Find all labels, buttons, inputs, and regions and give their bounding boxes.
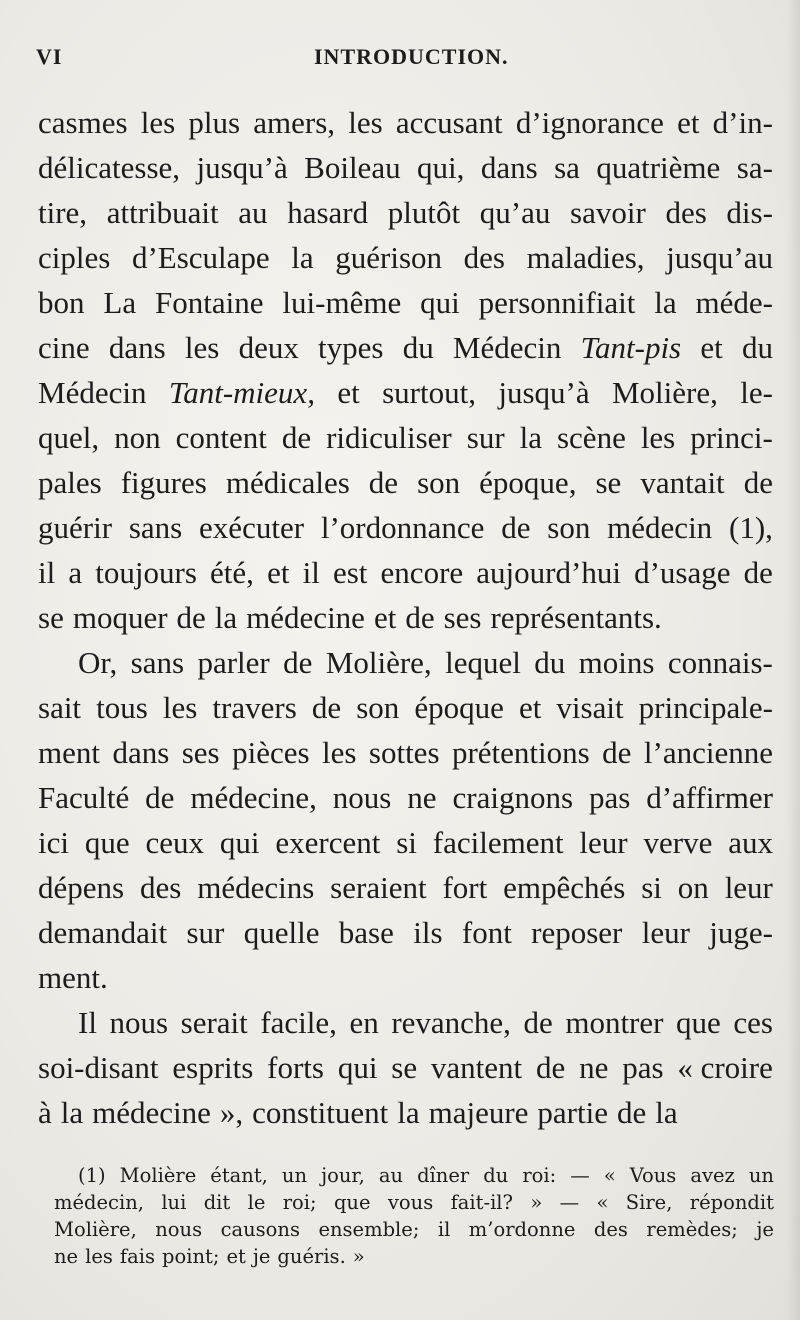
word: amers, [253, 105, 336, 140]
word: époque [414, 690, 504, 725]
word: leur [579, 825, 628, 860]
word: facilement [432, 825, 564, 860]
word: si [396, 825, 417, 860]
word: pales [38, 465, 102, 500]
text-line [38, 325, 773, 370]
word: de [501, 510, 531, 545]
word: constituent [252, 1095, 389, 1130]
word: font [461, 915, 512, 950]
word: jusqu’au [666, 240, 773, 275]
footnote-word: « [603, 1164, 616, 1187]
word: des [463, 240, 505, 275]
word: types [318, 330, 384, 365]
footnote-line [54, 1189, 774, 1216]
word: lequel [445, 645, 521, 680]
word: princi- [690, 420, 773, 455]
footnote-word: étant, [210, 1164, 268, 1187]
word: ciples [38, 240, 111, 275]
footnote-word: — [559, 1191, 580, 1214]
word: et [373, 600, 397, 635]
word: la [655, 1095, 678, 1130]
word: méde- [695, 285, 773, 320]
word: sur [466, 420, 505, 455]
text-line [38, 595, 773, 640]
word: leur [641, 915, 690, 950]
word: la [291, 240, 314, 275]
word: content [175, 420, 267, 455]
word: majeure [428, 1095, 529, 1130]
word: en [349, 1005, 379, 1040]
text-line [38, 550, 773, 595]
word: été, [210, 555, 254, 590]
word: Tant-mieux, [168, 375, 315, 410]
word: il [38, 555, 56, 590]
word: montrer [565, 1005, 664, 1040]
word: visait [556, 690, 624, 725]
text-line [38, 775, 773, 820]
text-line [38, 730, 773, 775]
word: ces [733, 1005, 773, 1040]
word: cine [38, 330, 90, 365]
text-line [38, 640, 773, 685]
footnote-word: Vous [629, 1164, 677, 1187]
text-line [38, 1045, 773, 1090]
word: et [267, 555, 290, 590]
word: quel, [38, 420, 100, 455]
word: Molière, [611, 375, 718, 410]
word: tire, [38, 195, 88, 230]
word: du [741, 330, 773, 365]
word: de [602, 735, 632, 770]
word: et [677, 105, 700, 140]
word: sait [38, 690, 82, 725]
footnote-word: remèdes; [646, 1218, 738, 1241]
word: de [523, 1005, 553, 1040]
word: figures [120, 465, 207, 500]
footnote-word: roi; [282, 1191, 317, 1214]
word: ses [443, 600, 482, 635]
footnote-word: guéris. [277, 1245, 346, 1268]
word: d’ignorance [515, 105, 664, 140]
word: de [368, 465, 399, 500]
word: sa- [736, 150, 773, 185]
word: surtout, [382, 375, 476, 410]
word: plutôt [387, 195, 461, 230]
footnote-word: m’ordonne [468, 1218, 576, 1241]
footnote-word: dit [203, 1191, 231, 1214]
word: seraient [330, 870, 427, 905]
word: Faculté [38, 780, 130, 815]
footnote-word: un [281, 1164, 308, 1187]
word: sur [186, 915, 225, 950]
word: ceux [145, 825, 205, 860]
word: « croire [677, 1050, 773, 1085]
footnote-word: vous [387, 1191, 434, 1214]
word: reposer [531, 915, 623, 950]
text-line [38, 145, 773, 190]
running-title: INTRODUCTION. [314, 44, 509, 69]
word: si [641, 870, 662, 905]
footnote-word: nous [155, 1218, 203, 1241]
word: d’affirmer [646, 780, 773, 815]
footnote-line [54, 1162, 774, 1189]
word: La [103, 285, 137, 320]
text-line [38, 1090, 773, 1135]
word: connais- [667, 645, 773, 680]
word: la [397, 1095, 420, 1130]
word: moquer [72, 600, 168, 635]
footnote-word: fais [119, 1245, 155, 1268]
word: aujourd’hui [476, 555, 621, 590]
footnote-word: le [247, 1191, 266, 1214]
footnote-word: je [756, 1218, 774, 1241]
word: personnifiait [478, 285, 636, 320]
word: qui [337, 1050, 378, 1085]
word: leur [724, 870, 773, 905]
text-line [38, 820, 773, 865]
word: de [145, 780, 175, 815]
footnote-word: Molière, [54, 1218, 137, 1241]
word: du [402, 330, 434, 365]
word: pas [588, 780, 631, 815]
word: (1), [729, 510, 773, 545]
word: pas [622, 1050, 664, 1085]
word: délicatesse, [38, 150, 181, 185]
word: son [547, 510, 591, 545]
word: pièces [232, 735, 310, 770]
text-line [38, 190, 773, 235]
word: Fontaine [155, 285, 264, 320]
word: scène [556, 420, 626, 455]
word: dis- [726, 195, 773, 230]
footnote-word: au [378, 1164, 404, 1187]
word: qui [219, 825, 260, 860]
body-text [38, 100, 773, 1135]
page-folio: VI [36, 44, 63, 69]
word: Boileau [304, 150, 401, 185]
word: est [332, 555, 368, 590]
word: médecine [246, 600, 365, 635]
word: ici [38, 825, 69, 860]
footnote-line [54, 1216, 774, 1243]
word: juge- [709, 915, 773, 950]
word: les [640, 420, 676, 455]
word: de [283, 645, 313, 680]
word: son [417, 465, 461, 500]
footnote-word: et [226, 1245, 246, 1268]
word: partie [537, 1095, 608, 1130]
word: soi-disant [38, 1050, 159, 1085]
word: lui-même [282, 285, 402, 320]
footnote-word: point; [162, 1245, 220, 1268]
word: revanche, [391, 1005, 511, 1040]
footnote-word: » [352, 1245, 365, 1268]
word: Molière, [325, 645, 432, 680]
word: Médecin [452, 330, 562, 365]
word: ment. [38, 960, 108, 995]
word: savoir [570, 195, 646, 230]
text-line [38, 505, 773, 550]
word: des [665, 195, 707, 230]
word: de [281, 420, 312, 455]
text-line [38, 865, 773, 910]
footnote-word: « [596, 1191, 609, 1214]
word: parler [197, 645, 270, 680]
word: vantent [430, 1050, 523, 1085]
word: verve [643, 825, 713, 860]
word: Médecin [38, 375, 147, 410]
word: de [536, 1050, 566, 1085]
word: et [337, 375, 360, 410]
footnote-word: lui [161, 1191, 187, 1214]
footnote-word: Molière [119, 1164, 197, 1187]
word: quatrième [596, 150, 721, 185]
word: attribuait [106, 195, 219, 230]
word: dépens [38, 870, 125, 905]
word: tous [96, 690, 148, 725]
word: sa [554, 150, 580, 185]
word: les [348, 105, 383, 140]
word: du [534, 645, 566, 680]
word: à [38, 1095, 52, 1130]
word: exécuter [199, 510, 305, 545]
word: plus [188, 105, 241, 140]
word: l’ordonnance [320, 510, 485, 545]
word: fort [442, 870, 488, 905]
word: ridiculiser [326, 420, 452, 455]
word: de [743, 555, 773, 590]
footnote-word: des [593, 1218, 628, 1241]
word: nous [109, 1005, 169, 1040]
word: accusant [395, 105, 503, 140]
word: travers [212, 690, 297, 725]
word: hasard [287, 195, 369, 230]
footnote-word: ne [54, 1245, 79, 1268]
word: jusqu’à [498, 375, 590, 410]
word: demandait [38, 915, 168, 950]
word: casmes [38, 105, 128, 140]
word: qu’au [479, 195, 551, 230]
word: dans [112, 735, 170, 770]
word: il [302, 555, 320, 590]
footnote-word: Sire, [625, 1191, 673, 1214]
word: dans [480, 150, 538, 185]
word: », [219, 1095, 244, 1130]
footnote-word: un [748, 1164, 774, 1187]
page-edge-shadow [786, 0, 800, 1320]
footnote-line [54, 1243, 774, 1270]
word: encore [380, 555, 464, 590]
word: les [322, 735, 357, 770]
word: dans [108, 330, 166, 365]
word: que [84, 825, 130, 860]
footnote-word: causons [220, 1218, 300, 1241]
word: représentants. [490, 600, 662, 635]
word: le- [740, 375, 773, 410]
word: non [114, 420, 161, 455]
word: de [616, 1095, 647, 1130]
text-line [38, 415, 773, 460]
word: sans [130, 645, 185, 680]
word: son [356, 690, 400, 725]
word: guérison [335, 240, 443, 275]
text-line [38, 955, 773, 1000]
word: a [68, 555, 83, 590]
word: l’ancienne [643, 735, 773, 770]
word: maladies, [526, 240, 645, 275]
word: d’usage [634, 555, 731, 590]
word: sans [128, 510, 183, 545]
word: esprits [172, 1050, 254, 1085]
word: qui, [417, 150, 465, 185]
footnote-word: dîner [417, 1164, 470, 1187]
word: nous [332, 780, 392, 815]
word: ils [413, 915, 443, 950]
word: qui [420, 285, 460, 320]
word: prétentions [451, 735, 590, 770]
word: des [139, 870, 182, 905]
word: se [595, 465, 622, 500]
footnote-word: répondit [689, 1191, 774, 1214]
word: de [176, 600, 206, 635]
word: médecin [607, 510, 713, 545]
word: guérir [38, 510, 113, 545]
footnote-word: » [530, 1191, 543, 1214]
footnote-word: il [437, 1218, 451, 1241]
word: quelle [243, 915, 320, 950]
word: ne [407, 780, 437, 815]
word: Or, [78, 645, 118, 680]
text-line [38, 910, 773, 955]
text-line [38, 1000, 773, 1045]
word: sottes [368, 735, 440, 770]
word: moins [578, 645, 655, 680]
word: médecins [197, 870, 315, 905]
word: que [676, 1005, 721, 1040]
word: les [162, 690, 198, 725]
word: de [405, 600, 435, 635]
word: et [700, 330, 723, 365]
footnote-word: les [85, 1245, 113, 1268]
footnote-word: du [483, 1164, 509, 1187]
word: facile, [260, 1005, 337, 1040]
footnote-word: — [570, 1164, 590, 1187]
word: serait [180, 1005, 248, 1040]
word: se [391, 1050, 418, 1085]
word: époque, [479, 465, 577, 500]
word: médecine, [190, 780, 317, 815]
word: médicales [225, 465, 350, 500]
word: de [743, 465, 773, 500]
footnote-word: avez [690, 1164, 735, 1187]
word: médecine [92, 1095, 211, 1130]
footnote-word: (1) [78, 1164, 106, 1187]
text-line [38, 235, 773, 280]
word: se [38, 600, 64, 635]
word: exercent [275, 825, 381, 860]
word: jusqu’à [196, 150, 288, 185]
footnote-word: jour, [321, 1164, 365, 1187]
word: forts [267, 1050, 324, 1085]
word: principale- [638, 690, 773, 725]
word: empêchés [503, 870, 626, 905]
word: les [184, 330, 220, 365]
word: craignons [452, 780, 574, 815]
text-line [38, 280, 773, 325]
word: aux [728, 825, 773, 860]
word: ne [579, 1050, 609, 1085]
footnote-word: médecin, [54, 1191, 144, 1214]
word: vantait [640, 465, 725, 500]
word: et [518, 690, 542, 725]
running-head [36, 44, 770, 74]
word: la [519, 420, 542, 455]
word: la [60, 1095, 84, 1130]
text-line [38, 460, 773, 505]
footnote-word: fait-il? [450, 1191, 513, 1214]
word: Il [78, 1005, 97, 1040]
word: de [311, 690, 342, 725]
word: toujours [95, 555, 197, 590]
word: la [214, 600, 238, 635]
footnote-word: je [252, 1245, 271, 1268]
footnote-word: roi: [522, 1164, 557, 1187]
text-line [38, 685, 773, 730]
footnote-word: que [333, 1191, 371, 1214]
word: deux [238, 330, 299, 365]
word: d’in- [712, 105, 773, 140]
footnote [54, 1162, 774, 1270]
word: la [654, 285, 677, 320]
word: bon [38, 285, 85, 320]
footnote-word: ensemble; [318, 1218, 420, 1241]
word: d’Esculape [131, 240, 270, 275]
word: au [238, 195, 268, 230]
word: les [140, 105, 176, 140]
word: base [338, 915, 394, 950]
word: ment [38, 735, 100, 770]
word: ses [181, 735, 220, 770]
text-line [38, 100, 773, 145]
text-line [38, 370, 773, 415]
word: on [677, 870, 709, 905]
word: Tant-pis [580, 330, 682, 365]
